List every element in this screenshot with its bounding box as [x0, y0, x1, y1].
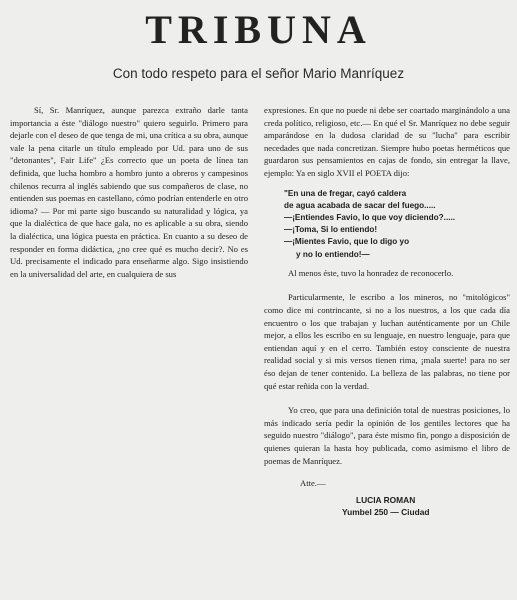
signature-name: LUCIA ROMAN — [356, 494, 416, 505]
right-paragraph-3: Particularmente, le escribo a los mineros, no "mitológicos" como dice mi contrincante, si no a los nuestros, a los que cada día encuentro o los que trabajan y luchan auténticamente por un Chile mejor, a ellos les escribo en su lenguaje, en nuestro lenguaje, para que entiendan aquí y en el cerro. También estoy consciente de nuestra realidad social y si mis versos tienen rima, ¡mala suerte! para no ser éso dejan de tener contenido. La belleza de las palabras, no tiene por qué estar reñida con la verdad. — [264, 292, 510, 391]
signature-block — [264, 477, 510, 518]
right-column — [264, 104, 510, 518]
right-paragraph-2: Al menos éste, tuvo la honradez de reconocerlo. — [288, 267, 454, 278]
poem-line: de agua acabada de sacar del fuego..... — [284, 200, 436, 210]
closing-text: Atte.— — [300, 478, 326, 489]
poem-line: —¡Toma, Si lo entiendo! — [284, 225, 378, 235]
right-paragraph-4: Yo creo, que para una definición total de nuestras posiciones, lo más indicado sería pedir la opinión de los gentiles lectores que ha seguido nuestro "diálogo", para éste mismo fin, pongo a disposición de quienes quieran la hasta hoy publicada, como asimismo el libro de poemas de Manríquez. — [264, 405, 510, 466]
page-title: TRIBUNA — [145, 7, 372, 52]
article-subtitle: Con todo respeto para el señor Mario Manríquez — [112, 66, 405, 81]
poem-line: —¡Entiendes Favio, lo que voy diciendo?..... — [284, 212, 456, 222]
poem-line: —¡Mientes Favio, que lo digo yo — [284, 237, 410, 247]
right-paragraph-1: expresiones. En que no puede ni debe ser coartado marginándolo a una creda político, religioso, etc.— En qué el Sr. Manríquez no debe seguir amparándose en la dudosa claridad de su "lucha" para escribir necedades que nada concretizan. Siempre hubo poetas herméticos que guardaron sus pensamientos en cajas de fondo, sin entregar la llave, ejemplo: Ya en siglo XVII el POETA dijo: — [264, 105, 510, 178]
quoted-poem — [284, 188, 510, 261]
poem-line: "En una de fregar, cayó caldera — [284, 188, 407, 198]
left-paragraph: Sí, Sr. Manríquez, aunque parezca extraño darle tanta importancia a éste "diálogo nuestro" quiero seguirlo. Primero para dejarle con el deseo de que tenga de mi, una crítica a su obra, aunque vale la pena citarle un título empleado por Ud. para uno de sus "detonantes", Fair Life" ¿Es correcto que un poeta de línea tan definida, que lucha hombro a hombro junto a obreros y campesinos chilenos recurra al inglés sabiendo que sus compañeros de clase, no entienden sus poemas en castellano, cómo podrían entenderle en otro idioma? — Por mi parte sigo buscando su naturalidad y lógica, ya que la dialéctica de que hace gala, no es aplicable a su obra, siendo la dialéctica, una lógica puesta en práctica. En cuanto a su deseo de responder en forma didáctica, ¿no cree qué es mucho decir?. No es Ud. precisamente el indicado para enseñarme algo. Sigo insistiendo en la universalidad del arte, en cualquiera de sus — [10, 105, 248, 279]
signature-location: Yumbel 250 — Ciudad — [342, 506, 430, 517]
left-column — [10, 104, 248, 280]
poem-line: y no lo entiendo!— — [296, 249, 370, 259]
